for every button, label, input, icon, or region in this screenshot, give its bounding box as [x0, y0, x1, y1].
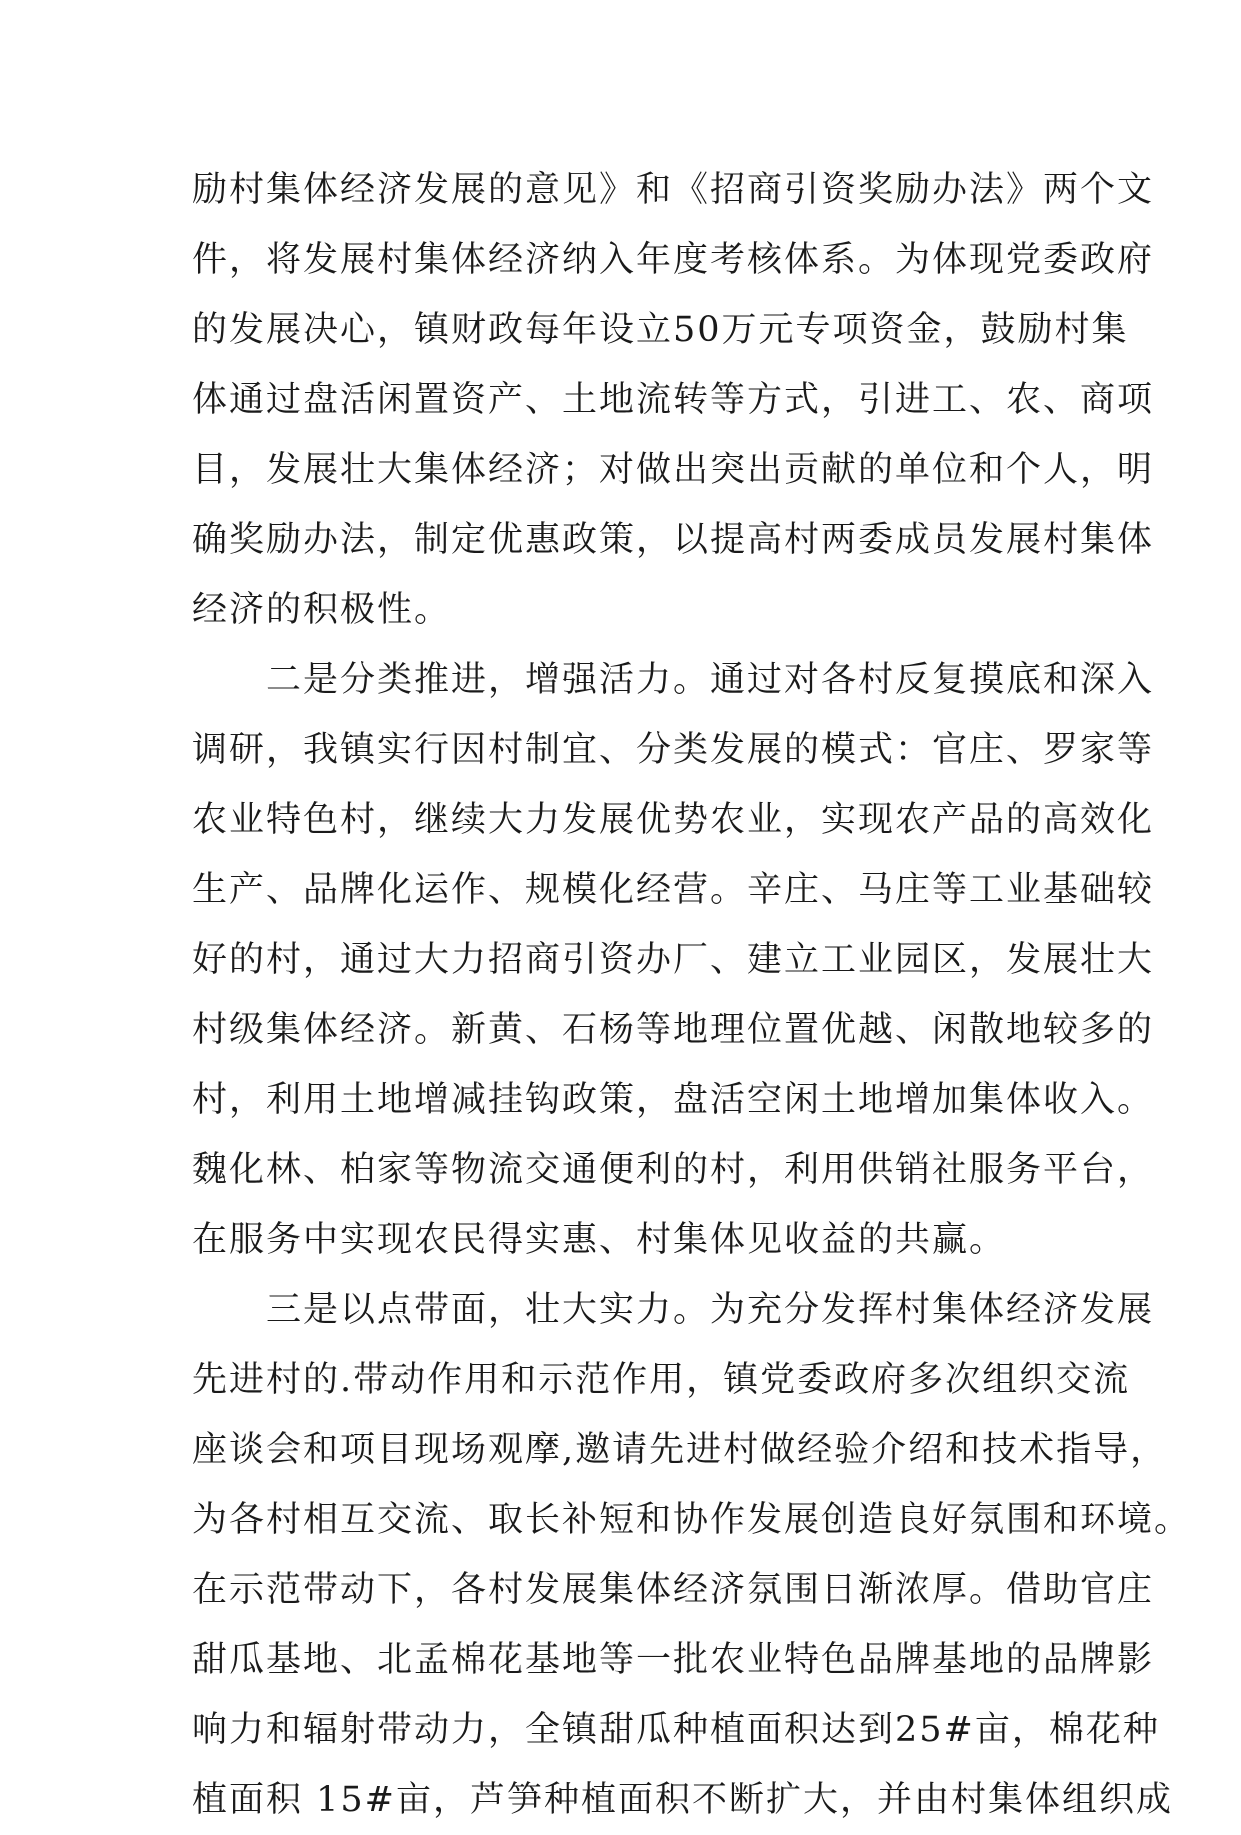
- text-line: 励村集体经济发展的意见》和《招商引资奖励办法》两个文: [192, 170, 1155, 210]
- text-line: 先进村的.带动作用和示范作用，镇党委政府多次组织交流: [192, 1360, 1131, 1400]
- paragraph-start-line: 二是分类推进，增强活力。通过对各村反复摸底和深入: [192, 660, 1155, 700]
- text-line: 魏化林、柏家等物流交通便利的村，利用供销社服务平台，: [192, 1150, 1155, 1190]
- text-line: 座谈会和项目现场观摩,邀请先进村做经验介绍和技术指导，: [192, 1430, 1168, 1470]
- text-line: 为各村相互交流、取长补短和协作发展创造良好氛围和环境。: [192, 1500, 1192, 1540]
- text-line: 的发展决心，镇财政每年设立50万元专项资金，鼓励村集: [192, 310, 1129, 350]
- text-line: 体通过盘活闲置资产、土地流转等方式，引进工、农、商项: [192, 380, 1155, 420]
- text-line: 生产、品牌化运作、规模化经营。辛庄、马庄等工业基础较: [192, 870, 1155, 910]
- text-line: 植面积 15#亩，芦笋种植面积不断扩大，并由村集体组织成: [192, 1780, 1173, 1820]
- text-line: 村级集体经济。新黄、石杨等地理位置优越、闲散地较多的: [192, 1010, 1155, 1050]
- text-line: 调研，我镇实行因村制宜、分类发展的模式：官庄、罗家等: [192, 730, 1155, 770]
- text-line: 经济的积极性。: [192, 590, 452, 630]
- text-line: 好的村，通过大力招商引资办厂、建立工业园区，发展壮大: [192, 940, 1155, 980]
- text-line: 在示范带动下，各村发展集体经济氛围日渐浓厚。借助官庄: [192, 1570, 1155, 1610]
- text-line: 件，将发展村集体经济纳入年度考核体系。为体现党委政府: [192, 240, 1155, 280]
- text-line: 村，利用土地增减挂钩政策，盘活空闲土地增加集体收入。: [192, 1080, 1155, 1120]
- paragraph-start-line: 三是以点带面，壮大实力。为充分发挥村集体经济发展: [192, 1290, 1155, 1330]
- text-line: 在服务中实现农民得实惠、村集体见收益的共赢。: [192, 1220, 1007, 1260]
- text-line: 甜瓜基地、北孟棉花基地等一批农业特色品牌基地的品牌影: [192, 1640, 1155, 1680]
- body-text: [192, 155, 1192, 1835]
- text-line: 响力和辐射带动力，全镇甜瓜种植面积达到25#亩，棉花种: [192, 1710, 1160, 1750]
- text-line: 确奖励办法，制定优惠政策，以提高村两委成员发展村集体: [192, 520, 1155, 560]
- text-line: 目，发展壮大集体经济；对做出突出贡献的单位和个人，明: [192, 450, 1155, 490]
- text-line: 农业特色村，继续大力发展优势农业，实现农产品的高效化: [192, 800, 1155, 840]
